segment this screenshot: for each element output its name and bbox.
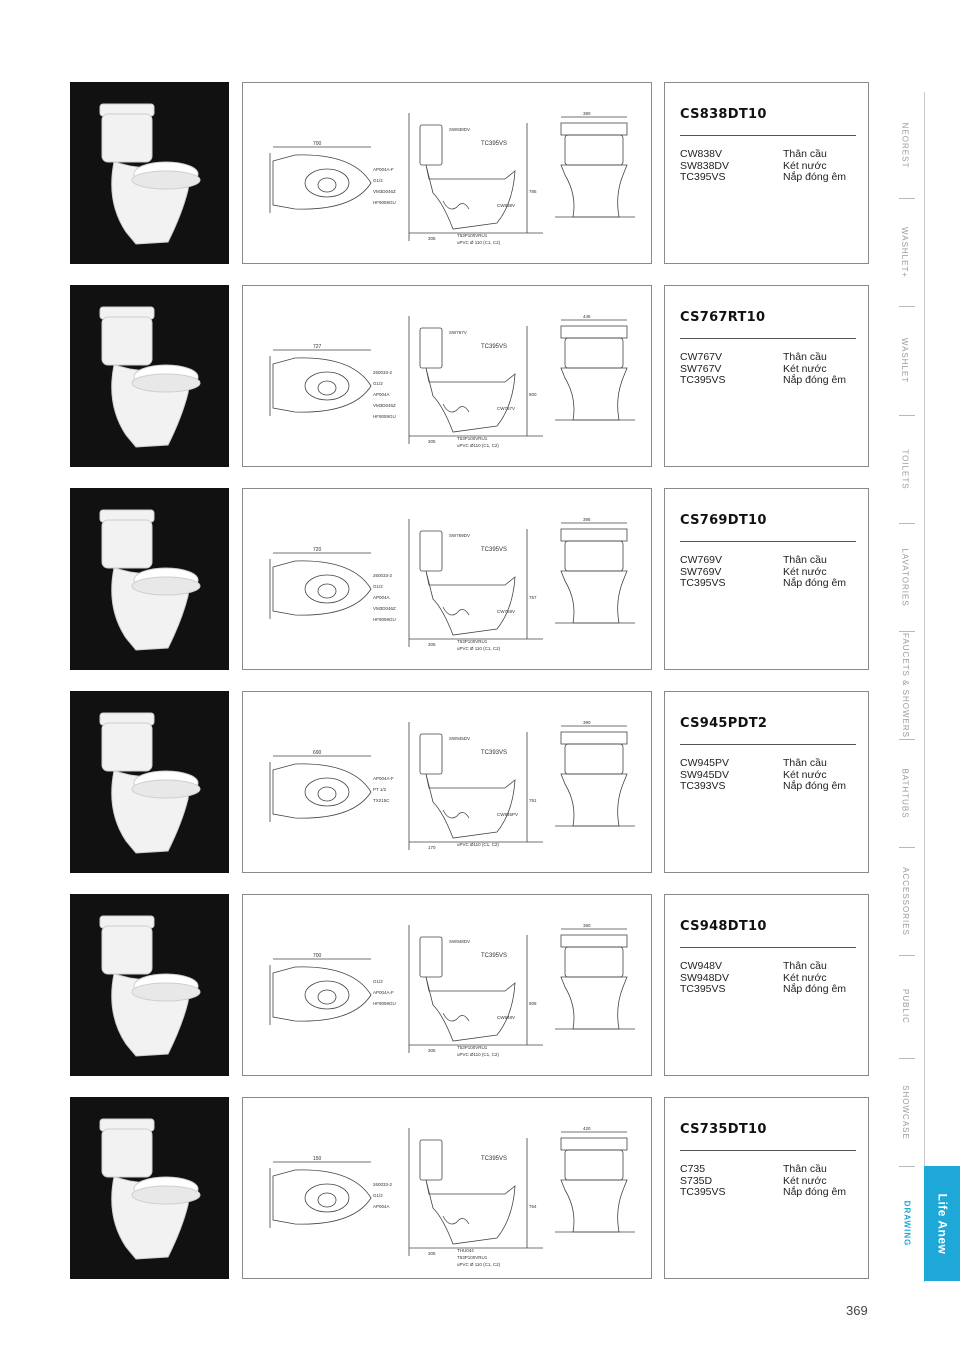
part-code: SW769V — [680, 565, 722, 578]
seat-label: TC395VS — [481, 344, 508, 350]
side-tab[interactable] — [895, 955, 915, 1058]
part-label: HF9059GU — [373, 617, 396, 622]
technical-drawing — [242, 691, 652, 873]
divider — [680, 541, 856, 542]
dimension-label: 380 — [583, 111, 591, 116]
part-row — [680, 352, 860, 364]
seat-label: TC395VS — [481, 547, 508, 553]
side-tab[interactable] — [895, 847, 915, 955]
part-description: Két nước — [783, 362, 827, 375]
part-code: SW945DV — [680, 768, 730, 781]
dimension-label: 420 — [583, 1126, 591, 1131]
part-description: Thân cầu — [783, 1163, 827, 1175]
part-row — [680, 758, 860, 770]
drawing-canvas — [243, 83, 651, 263]
part-label: VM3D046Z — [373, 606, 396, 611]
dimension-label: 785 — [529, 189, 537, 194]
technical-drawing — [242, 1097, 652, 1279]
parts-list — [680, 149, 860, 184]
toilet-photo-icon — [70, 285, 229, 467]
side-tab-label: TOILETS — [900, 448, 910, 490]
bowl-label: CW838V — [497, 203, 516, 208]
part-label: PT 1/2 — [373, 787, 387, 792]
toilet-photo-icon — [70, 82, 229, 264]
side-tab-label: PUBLIC — [900, 989, 910, 1024]
part-description: Thân cầu — [783, 554, 827, 566]
seat-label: TC393VS — [481, 750, 508, 756]
product-code: CS838DT10 — [680, 107, 767, 122]
side-tab[interactable] — [895, 92, 915, 198]
install-note: THU044 — [457, 1248, 474, 1253]
install-note: uPVC Ø 110 (C1, C2) — [457, 240, 501, 245]
side-tab-label: WASHLET+ — [900, 226, 910, 278]
toilet-photo-icon — [70, 1097, 229, 1279]
product-code: CS767RT10 — [680, 310, 766, 325]
product-info-card — [664, 1097, 869, 1279]
parts-list — [680, 352, 860, 387]
technical-drawing — [242, 894, 652, 1076]
part-code: CW945PV — [680, 757, 730, 769]
technical-drawing — [242, 285, 652, 467]
part-code: TC393VS — [680, 780, 726, 792]
part-label: 260033-2 — [373, 370, 393, 375]
part-label: TX215C — [373, 798, 390, 803]
dimension-label: 305 — [428, 1048, 436, 1053]
side-tab[interactable] — [895, 739, 915, 847]
divider — [680, 338, 856, 339]
install-note: T53P100VRU1 — [457, 233, 488, 238]
dimension-label: 690 — [313, 750, 322, 756]
side-tab-label: BATHTUBS — [900, 767, 910, 819]
product-code: CS735DT10 — [680, 1122, 767, 1137]
product-photo — [70, 691, 229, 873]
dimension-label: 700 — [313, 953, 322, 959]
tank-label: SW767V — [449, 330, 467, 335]
bowl-label: CW948V — [497, 1015, 516, 1020]
dimension-label: 305 — [428, 439, 436, 444]
part-description: Két nước — [783, 159, 827, 172]
seat-label: TC395VS — [481, 953, 508, 959]
dimension-label: 380 — [583, 923, 591, 928]
part-description: Thân cầu — [783, 148, 827, 160]
part-code: TC395VS — [680, 374, 726, 386]
part-description: Két nước — [783, 1174, 827, 1187]
part-row — [680, 961, 860, 973]
side-tab-label: SHOWCASE — [900, 1084, 910, 1140]
side-divider — [924, 92, 925, 1282]
product-photo — [70, 285, 229, 467]
part-code: TC395VS — [680, 577, 726, 589]
part-code: SW948DV — [680, 971, 730, 984]
seat-label: TC395VS — [481, 1156, 508, 1162]
install-note: uPVC Ø 110 (C1, C2) — [457, 646, 501, 651]
technical-drawing — [242, 488, 652, 670]
part-row — [680, 1164, 860, 1176]
parts-list — [680, 1164, 860, 1199]
side-tab[interactable] — [895, 415, 915, 523]
part-code: C735 — [680, 1163, 706, 1175]
part-label: AP004A-F — [373, 776, 394, 781]
part-code: TC395VS — [680, 171, 726, 183]
bowl-label: CW767V — [497, 406, 516, 411]
dimension-label: 754 — [529, 1204, 537, 1209]
product-info-card — [664, 82, 869, 264]
product-info-card — [664, 894, 869, 1076]
dimension-label: 305 — [428, 642, 436, 647]
part-row — [680, 781, 860, 793]
product-info-card — [664, 285, 869, 467]
dimension-label: 305 — [428, 1251, 436, 1256]
product-photo — [70, 894, 229, 1076]
divider — [680, 947, 856, 948]
install-note: T53P100VRU1 — [457, 1255, 488, 1260]
install-note: T53P100VRU1 — [457, 639, 488, 644]
part-description: Két nước — [783, 565, 827, 578]
part-description: Két nước — [783, 768, 827, 781]
part-code: CW948V — [680, 960, 723, 972]
part-label: HF9059GU — [373, 200, 396, 205]
part-label: G1/2 — [373, 1193, 383, 1198]
part-description: Nắp đóng êm — [783, 577, 847, 589]
part-label: 260033-2 — [373, 1182, 393, 1187]
tank-label: SW948DV — [449, 939, 471, 944]
part-code: CW769V — [680, 554, 723, 566]
part-label: 260033-2 — [373, 573, 393, 578]
side-tab[interactable] — [895, 306, 915, 415]
bowl-label: CW945PV — [497, 812, 519, 817]
part-row — [680, 172, 860, 184]
part-description: Nắp đóng êm — [783, 374, 847, 386]
install-note: uPVC Ø 110 (C1, C2) — [457, 1262, 501, 1267]
part-label: G1/2 — [373, 381, 383, 386]
drawing-canvas — [243, 286, 651, 466]
product-code: CS948DT10 — [680, 919, 767, 934]
dimension-label: 720 — [313, 547, 322, 553]
brand-tag: Life Anew — [924, 1166, 960, 1281]
part-description: Thân cầu — [783, 960, 827, 972]
part-label: AP004A — [373, 595, 390, 600]
dimension-label: 727 — [313, 344, 322, 350]
dimension-label: 170 — [428, 845, 436, 850]
part-description: Nắp đóng êm — [783, 983, 847, 995]
part-label: VM3D046Z — [373, 189, 396, 194]
part-label: HF9059GU — [373, 414, 396, 419]
bowl-label: CW769V — [497, 609, 516, 614]
part-description: Nắp đóng êm — [783, 1186, 847, 1198]
part-description: Két nước — [783, 971, 827, 984]
tank-label: SW838DV — [449, 127, 471, 132]
part-code: CW838V — [680, 148, 723, 160]
page-number: 369 — [846, 1303, 868, 1318]
side-tab[interactable] — [895, 198, 915, 306]
install-note: uPVC Ø110 (C1, C2) — [457, 443, 499, 448]
technical-drawing — [242, 82, 652, 264]
dimension-label: 305 — [428, 236, 436, 241]
product-info-card — [664, 488, 869, 670]
product-code: CS945PDT2 — [680, 716, 768, 731]
toilet-photo-icon — [70, 894, 229, 1076]
divider — [680, 1150, 856, 1151]
drawing-canvas — [243, 1098, 651, 1278]
divider — [680, 744, 856, 745]
side-tab-label: FAUCETS & SHOWERS — [900, 632, 910, 738]
dimension-label: 395 — [583, 517, 591, 522]
dimension-label: 791 — [529, 798, 537, 803]
tank-label: SW945DV — [449, 736, 471, 741]
side-tab[interactable] — [895, 1058, 915, 1166]
side-tab[interactable] — [895, 523, 915, 631]
part-row — [680, 555, 860, 567]
toilet-photo-icon — [70, 488, 229, 670]
part-code: SW838DV — [680, 159, 730, 172]
drawing-canvas — [243, 692, 651, 872]
dimension-label: 445 — [583, 314, 591, 319]
dimension-label: 808 — [529, 1001, 537, 1006]
install-note: T53P100VRU1 — [457, 1045, 488, 1050]
product-photo — [70, 488, 229, 670]
side-tab[interactable] — [895, 631, 915, 739]
side-tab-label: NEOREST — [900, 122, 910, 168]
parts-list — [680, 555, 860, 590]
part-row — [680, 984, 860, 996]
dimension-label: 800 — [529, 392, 537, 397]
part-label: G1/2 — [373, 979, 383, 984]
part-label: HF9059GU — [373, 1001, 396, 1006]
part-row — [680, 578, 860, 590]
part-row — [680, 375, 860, 387]
part-description: Thân cầu — [783, 351, 827, 363]
part-label: G1/2 — [373, 584, 383, 589]
part-label: AP004A — [373, 392, 390, 397]
part-label: G1/2 — [373, 178, 383, 183]
side-tab-drawing[interactable]: DRAWING — [902, 1200, 912, 1247]
part-label: VM3D046Z — [373, 403, 396, 408]
parts-list — [680, 758, 860, 793]
part-row — [680, 149, 860, 161]
divider — [680, 135, 856, 136]
part-label: AP004A — [373, 1204, 390, 1209]
toilet-photo-icon — [70, 691, 229, 873]
install-note: T53P100VRU1 — [457, 436, 488, 441]
part-description: Nắp đóng êm — [783, 171, 847, 183]
part-description: Thân cầu — [783, 757, 827, 769]
side-tab-label: WASHLET — [900, 337, 910, 384]
side-tab-label: ACCESSORIES — [900, 866, 910, 936]
install-note: uPVC Ø110 (C1, C2) — [457, 842, 499, 847]
side-tab-label: LAVATORIES — [900, 547, 910, 607]
drawing-canvas — [243, 489, 651, 669]
part-label: AP004A-F — [373, 167, 394, 172]
install-note: uPVC Ø110 (C1, C2) — [457, 1052, 499, 1057]
product-photo — [70, 82, 229, 264]
parts-list — [680, 961, 860, 996]
product-photo — [70, 1097, 229, 1279]
dimension-label: 390 — [583, 720, 591, 725]
part-row — [680, 1187, 860, 1199]
part-description: Nắp đóng êm — [783, 780, 847, 792]
part-label: AP004A-F — [373, 990, 394, 995]
dimension-label: 150 — [313, 1156, 322, 1162]
part-code: TC395VS — [680, 1186, 726, 1198]
tank-label: SW769DV — [449, 533, 471, 538]
part-code: S735D — [680, 1174, 713, 1187]
dimension-label: 700 — [313, 141, 322, 147]
dimension-label: 757 — [529, 595, 537, 600]
seat-label: TC395VS — [481, 141, 508, 147]
product-code: CS769DT10 — [680, 513, 767, 528]
product-info-card — [664, 691, 869, 873]
drawing-canvas — [243, 895, 651, 1075]
part-code: SW767V — [680, 362, 722, 375]
part-code: CW767V — [680, 351, 723, 363]
part-code: TC395VS — [680, 983, 726, 995]
